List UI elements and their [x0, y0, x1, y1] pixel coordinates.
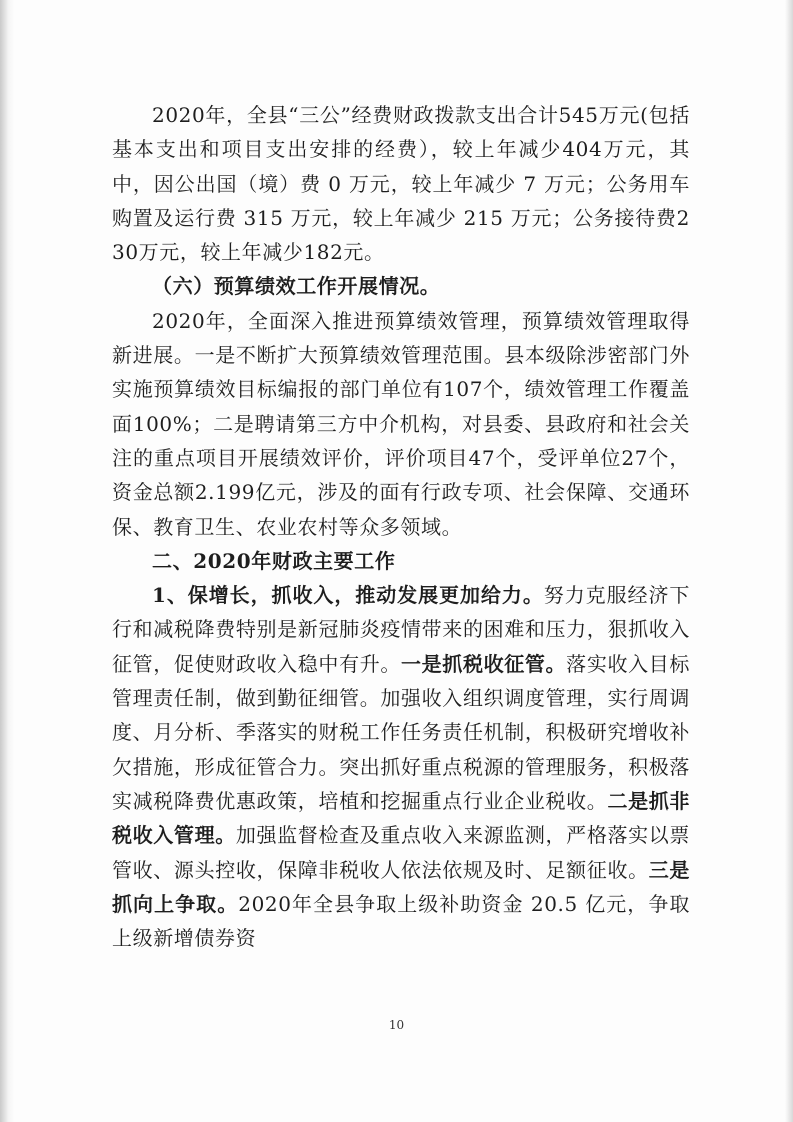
scan-shadow-right [785, 0, 793, 1122]
bold-point-upward-funding: 三是抓向上争取。 [112, 857, 690, 916]
text-run: 落实收入目标管理责任制，做到勤征细管。加强收入组织调度管理，实行周调度、月分析、季落实的财税工作任务责任机制，积极研究增收补欠措施，形成征管合力。突出抓好重点税源的管理服务，积极落实减税降费优惠政策，培植和挖掘重点行业企业税收。 [112, 651, 690, 813]
paragraph-revenue-growth [112, 578, 690, 955]
text-run: 2020年全县争取上级补助资金 20.5 亿元，争取上级新增债券资 [112, 891, 690, 951]
section-heading-main-work: 二、2020年财政主要工作 [152, 548, 396, 573]
page-number: 10 [388, 1018, 405, 1032]
bold-lead-sentence: 1、保增长，抓收入，推动发展更加给力。 [152, 583, 544, 608]
paragraph-three-public-expenses: 2020年，全县“三公”经费财政拨款支出合计545万元(包括基本支出和项目支出安排的经费），较上年减少404万元，其中，因公出国（境）费 0 万元，较上年减少 7 万元；公务用车购置及运行费 315 万元，较上年减少 215 万元；公务接待费230万元，较上年减少182元。 [112, 103, 690, 265]
scan-shadow-left [0, 0, 14, 1122]
bold-point-tax-collection: 一是抓税收征管。 [401, 651, 567, 676]
body-text [112, 98, 690, 955]
section-heading-performance: （六）预算绩效工作开展情况。 [152, 274, 441, 299]
bold-point-non-tax-revenue: 二是抓非税收入管理。 [112, 788, 691, 848]
text-run: 努力克服经济下行和减税降费特别是新冠肺炎疫情带来的困难和压力，狠抓收入征管，促使财政收入稳中有升。 [112, 583, 690, 676]
paragraph-performance-management: 2020年，全面深入推进预算绩效管理，预算绩效管理取得新进展。一是不断扩大预算绩效管理范围。县本级除涉密部门外实施预算绩效目标编报的部门单位有107个，绩效管理工作覆盖面100%；二是聘请第三方中介机构，对县委、县政府和社会关注的重点项目开展绩效评价，评价项目47个，受评单位27个，资金总额2.199亿元，涉及的面有行政专项、社会保障、交通环保、教育卫生、农业农村等众多领域。 [112, 308, 690, 539]
text-run: 加强监督检查及重点收入来源监测，严格落实以票管收、源头控收，保障非税收人依法依规及时、足额征收。 [112, 823, 690, 882]
